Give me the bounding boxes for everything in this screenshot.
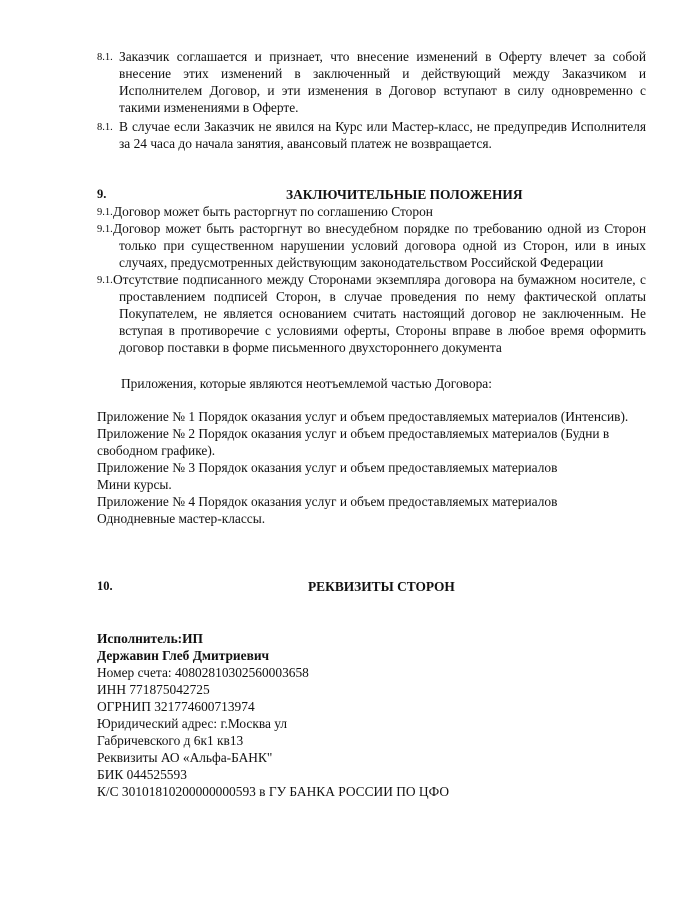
clause-first-line: Заказчик соглашается и признает, что внесение изменений в Оферту влечет за собой xyxy=(119,49,646,64)
annex-2-line-2: свободном графике). xyxy=(97,443,216,458)
clause-number: 8.1. xyxy=(97,122,113,133)
clause-first-line: Договор может быть расторгнут во внесудебном порядке по требованию одной из Сторон xyxy=(113,221,646,236)
correspondent-account: К/С 30101810200000000593 в ГУ БАНКА РОССИИ ПО ЦФО xyxy=(97,784,449,799)
annex-3-line-2: Мини курсы. xyxy=(97,477,172,492)
clause-9-1-agreement xyxy=(97,203,646,220)
clause-number: 9.1. xyxy=(97,224,113,235)
account-number: Номер счета: 40802810302560003658 xyxy=(97,665,309,680)
clause-9-1-termination xyxy=(97,220,646,271)
clause-number: 9.1. xyxy=(97,207,113,218)
section-9-title: ЗАКЛЮЧИТЕЛЬНЫЕ ПОЛОЖЕНИЯ xyxy=(286,187,523,202)
clause-text: за 24 часа до начала занятия, авансовый платеж не возвращается. xyxy=(119,136,492,151)
bik: БИК 044525593 xyxy=(97,767,187,782)
clause-number: 9.1. xyxy=(97,275,113,286)
clause-text: проставлением подписей Сторон, в случае проведения по нему фактической оплаты Покупателем, не является основанием считать настоящий договор не заключенным. Не вступая в противоречие с условиями оферты, Стороны вправе в любое время оформить договор поставки в форме письменного двухстороннего документа xyxy=(119,289,646,355)
clause-text: внесение этих изменений в заключенный и действующий между Заказчиком и Исполнителем Договор, и эти изменения в Договор вступают в силу одновременно с такими изменениями в Оферте. xyxy=(119,66,646,115)
section-10-number: 10. xyxy=(97,579,113,593)
legal-address-line-2: Габричевского д 6к1 кв13 xyxy=(97,733,244,748)
clause-9-1-paper-copy xyxy=(97,271,646,356)
section-9-number: 9. xyxy=(97,187,107,201)
annex-3-line-1: Приложение № 3 Порядок оказания услуг и объем предоставляемых материалов xyxy=(97,460,558,475)
clause-8-1-changes xyxy=(97,48,646,116)
section-10-title: РЕКВИЗИТЫ СТОРОН xyxy=(308,579,455,594)
annex-intro: Приложения, которые являются неотъемлемой частью Договора: xyxy=(121,376,492,391)
annex-4-line-1: Приложение № 4 Порядок оказания услуг и объем предоставляемых материалов xyxy=(97,494,558,509)
clause-text: Договор может быть расторгнут по соглашению Сторон xyxy=(113,204,433,219)
annex-2-line-1: Приложение № 2 Порядок оказания услуг и объем предоставляемых материалов (Будни в xyxy=(97,426,610,441)
annex-4-line-2: Однодневные мастер-классы. xyxy=(97,511,266,526)
annex-1: Приложение № 1 Порядок оказания услуг и объем предоставляемых материалов (Интенсив). xyxy=(97,409,629,424)
executor-name: Державин Глеб Дмитриевич xyxy=(97,648,270,663)
bank-details: Реквизиты АО «Альфа-БАНК" xyxy=(97,750,273,765)
executor-label: Исполнитель:ИП xyxy=(97,631,203,646)
clause-first-line: В случае если Заказчик не явился на Курс или Мастер-класс, не предупредив Исполнителя xyxy=(119,119,646,134)
inn: ИНН 771875042725 xyxy=(97,682,210,697)
clause-first-line: Отсутствие подписанного между Сторонами экземпляра договора на бумажном носителе, с xyxy=(113,272,646,287)
clause-text: только при существенном нарушении условий договора одной из Сторон, или в иных случаях, предусмотренных действующим законодательством Российской Федерации xyxy=(119,238,646,270)
legal-address-line-1: Юридический адрес: г.Москва ул xyxy=(97,716,288,731)
clause-8-1-no-show xyxy=(97,118,646,152)
clause-number: 8.1. xyxy=(97,52,113,63)
ogrnip: ОГРНИП 321774600713974 xyxy=(97,699,255,714)
